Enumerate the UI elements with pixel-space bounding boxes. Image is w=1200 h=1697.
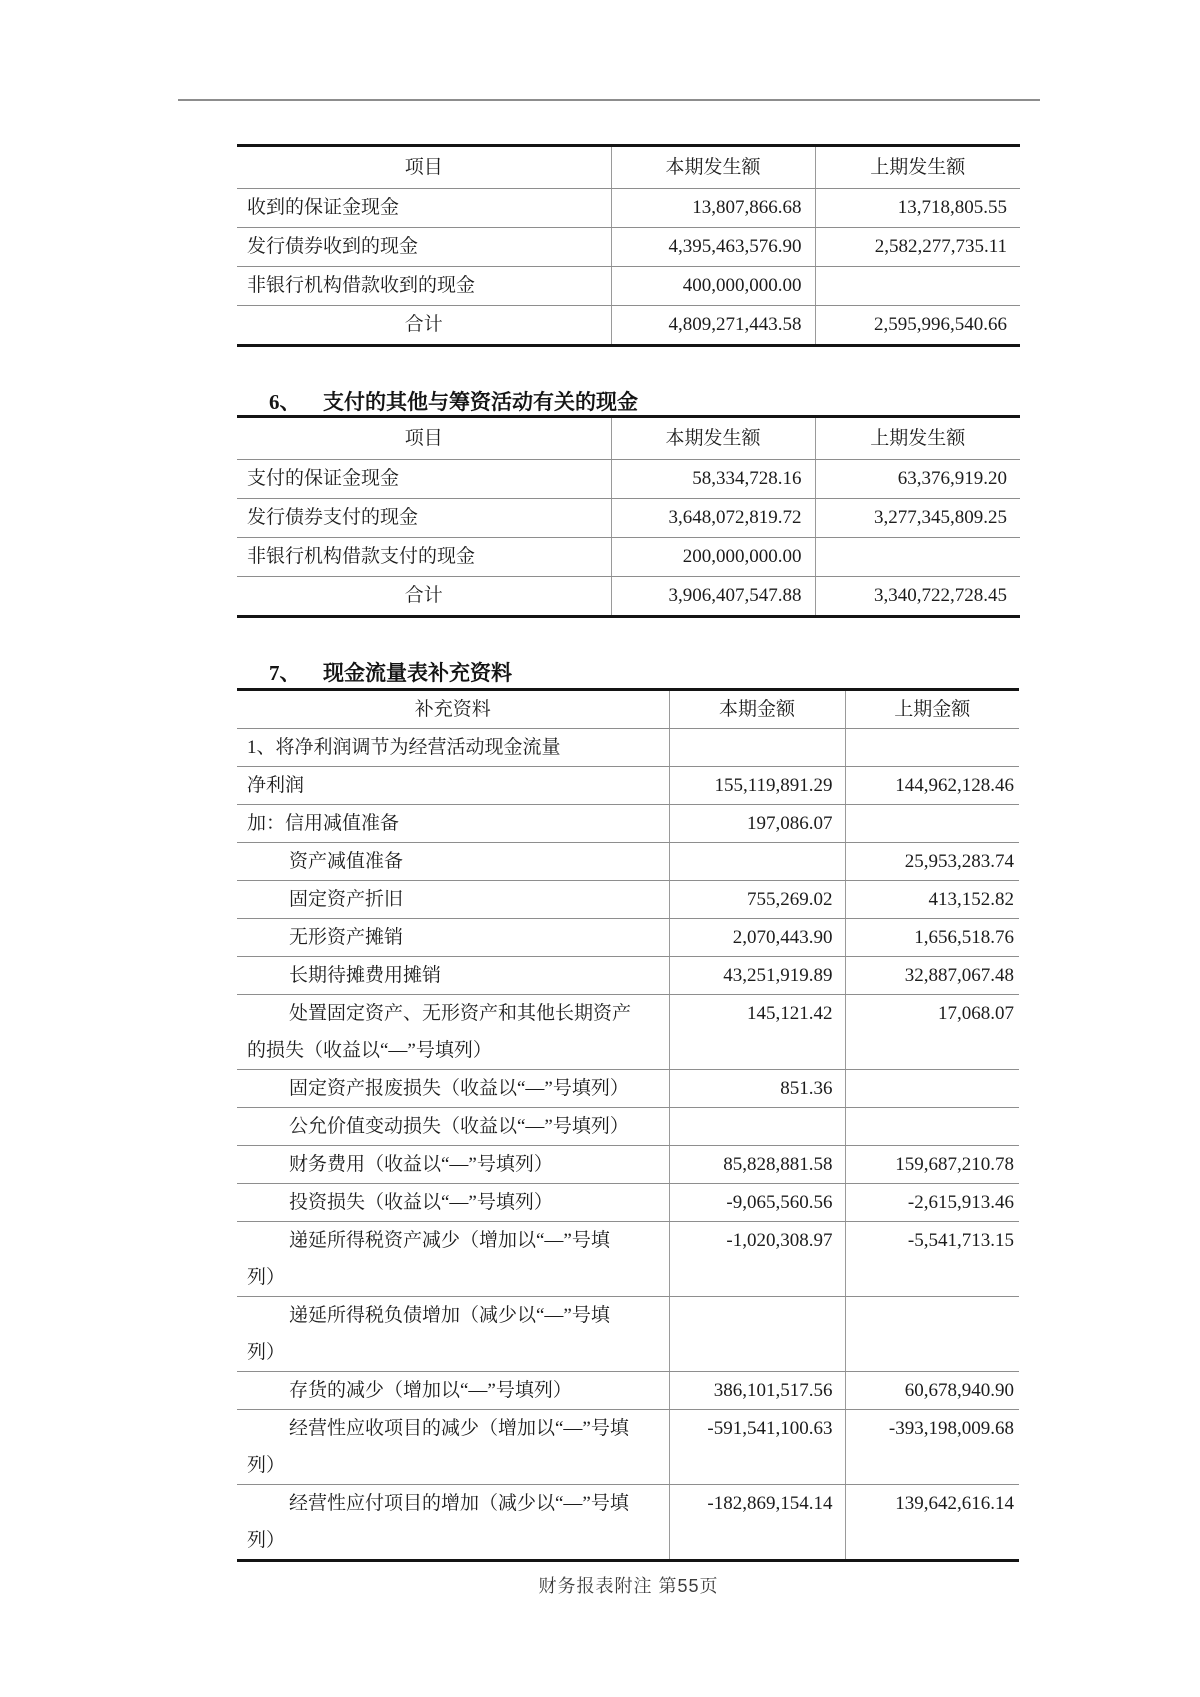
table-row bbox=[237, 538, 1020, 577]
item-label-cell bbox=[237, 1070, 669, 1108]
item-label: 非银行机构借款支付的现金 bbox=[247, 546, 476, 567]
current-period-value: 386,101,517.56 bbox=[669, 1372, 845, 1410]
prior-period-value: -393,198,009.68 bbox=[845, 1410, 1019, 1485]
current-period-value: 197,086.07 bbox=[669, 805, 845, 843]
header-row bbox=[237, 690, 1019, 729]
item-label-cell bbox=[237, 1410, 669, 1485]
item-label: 长期待摊费用摊销 bbox=[289, 965, 442, 986]
current-period-value: 2,070,443.90 bbox=[669, 919, 845, 957]
header-row bbox=[237, 417, 1020, 460]
item-label: 递延所得税资产减少（增加以“—”号填 bbox=[289, 1230, 610, 1251]
item-label: 收到的保证金现金 bbox=[247, 197, 400, 218]
item-label: 1、将净利润调节为经营活动现金流量 bbox=[247, 737, 561, 758]
current-period-value: 3,648,072,819.72 bbox=[611, 499, 815, 538]
prior-period-value: 25,953,283.74 bbox=[845, 843, 1019, 881]
prior-period-value: 3,340,722,728.45 bbox=[815, 577, 1020, 617]
item-label-wrap: 列） bbox=[247, 1267, 286, 1288]
page-footer: 财务报表附注 第55页 bbox=[538, 1576, 719, 1596]
prior-period-value: 159,687,210.78 bbox=[845, 1146, 1019, 1184]
item-label-cell bbox=[237, 267, 611, 306]
current-period-value: 200,000,000.00 bbox=[611, 538, 815, 577]
prior-period-value bbox=[845, 805, 1019, 843]
item-label-cell bbox=[237, 1297, 669, 1372]
current-period-value: -1,020,308.97 bbox=[669, 1222, 845, 1297]
item-label: 投资损失（收益以“—”号填列） bbox=[289, 1192, 553, 1213]
item-label: 经营性应收项目的减少（增加以“—”号填 bbox=[289, 1418, 629, 1439]
item-label-wrap: 的损失（收益以“—”号填列） bbox=[247, 1040, 492, 1061]
current-period-value: 851.36 bbox=[669, 1070, 845, 1108]
table-row bbox=[237, 957, 1019, 995]
item-label: 经营性应付项目的增加（减少以“—”号填 bbox=[289, 1493, 629, 1514]
prior-period-value: 17,068.07 bbox=[845, 995, 1019, 1070]
table-row bbox=[237, 306, 1020, 346]
item-label-cell bbox=[237, 577, 611, 617]
item-label: 净利润 bbox=[247, 775, 305, 796]
column-header-prior-amount: 上期金额 bbox=[845, 690, 1019, 729]
item-label-cell bbox=[237, 767, 669, 805]
table-row bbox=[237, 577, 1020, 617]
column-header-item: 项目 bbox=[237, 146, 611, 189]
column-header-supplement: 补充资料 bbox=[237, 690, 669, 729]
table-row bbox=[237, 1372, 1019, 1410]
item-label-cell bbox=[237, 919, 669, 957]
item-label: 递延所得税负债增加（减少以“—”号填 bbox=[289, 1305, 610, 1326]
item-label-cell bbox=[237, 1184, 669, 1222]
cash-flow-supplement-table bbox=[237, 688, 1019, 1562]
item-label: 非银行机构借款收到的现金 bbox=[247, 275, 476, 296]
prior-period-value bbox=[845, 1108, 1019, 1146]
prior-period-value: 32,887,067.48 bbox=[845, 957, 1019, 995]
table-row bbox=[237, 1070, 1019, 1108]
table-row bbox=[237, 767, 1019, 805]
prior-period-value bbox=[845, 729, 1019, 767]
current-period-value: 4,395,463,576.90 bbox=[611, 228, 815, 267]
current-period-value bbox=[669, 729, 845, 767]
item-label: 固定资产报废损失（收益以“—”号填列） bbox=[289, 1078, 629, 1099]
column-header-prior-period: 上期发生额 bbox=[815, 146, 1020, 189]
prior-period-value: 139,642,616.14 bbox=[845, 1485, 1019, 1561]
table-row bbox=[237, 729, 1019, 767]
current-period-value bbox=[669, 1108, 845, 1146]
column-header-prior-period: 上期发生额 bbox=[815, 417, 1020, 460]
prior-period-value bbox=[845, 1297, 1019, 1372]
current-period-value: 400,000,000.00 bbox=[611, 267, 815, 306]
table-row bbox=[237, 228, 1020, 267]
item-label-cell bbox=[237, 995, 669, 1070]
column-header-current-period: 本期发生额 bbox=[611, 146, 815, 189]
table-row bbox=[237, 499, 1020, 538]
item-label: 支付的保证金现金 bbox=[247, 468, 400, 489]
table-row bbox=[237, 805, 1019, 843]
table-row bbox=[237, 1146, 1019, 1184]
item-label: 合计 bbox=[404, 585, 443, 606]
table-row bbox=[237, 1485, 1019, 1561]
item-label-wrap: 列） bbox=[247, 1530, 286, 1551]
section-number: 6、 bbox=[269, 390, 301, 414]
item-label: 发行债券支付的现金 bbox=[247, 507, 419, 528]
table-row bbox=[237, 267, 1020, 306]
prior-period-value: 2,582,277,735.11 bbox=[815, 228, 1020, 267]
item-label-wrap: 列） bbox=[247, 1455, 286, 1476]
item-label-cell bbox=[237, 460, 611, 499]
item-label-cell bbox=[237, 1146, 669, 1184]
current-period-value: 145,121.42 bbox=[669, 995, 845, 1070]
column-header-item: 项目 bbox=[237, 417, 611, 460]
table-row bbox=[237, 919, 1019, 957]
prior-period-value: -2,615,913.46 bbox=[845, 1184, 1019, 1222]
table-row bbox=[237, 1222, 1019, 1297]
item-label: 存货的减少（增加以“—”号填列） bbox=[289, 1380, 572, 1401]
current-period-value bbox=[669, 843, 845, 881]
current-period-value: -591,541,100.63 bbox=[669, 1410, 845, 1485]
item-label-cell bbox=[237, 843, 669, 881]
item-label-cell bbox=[237, 1222, 669, 1297]
item-label-cell bbox=[237, 228, 611, 267]
table-row bbox=[237, 1297, 1019, 1372]
item-label-cell bbox=[237, 499, 611, 538]
prior-period-value: 63,376,919.20 bbox=[815, 460, 1020, 499]
item-label-wrap: 列） bbox=[247, 1342, 286, 1363]
section-title: 支付的其他与筹资活动有关的现金 bbox=[323, 390, 638, 414]
item-label: 处置固定资产、无形资产和其他长期资产 bbox=[289, 1003, 632, 1024]
other-financing-cash-received-table bbox=[237, 144, 1020, 347]
current-period-value: -9,065,560.56 bbox=[669, 1184, 845, 1222]
prior-period-value: 2,595,996,540.66 bbox=[815, 306, 1020, 346]
table-row bbox=[237, 1410, 1019, 1485]
prior-period-value: 1,656,518.76 bbox=[845, 919, 1019, 957]
item-label: 加：信用减值准备 bbox=[247, 813, 400, 834]
item-label-cell bbox=[237, 1485, 669, 1561]
current-period-value: 13,807,866.68 bbox=[611, 189, 815, 228]
current-period-value: 755,269.02 bbox=[669, 881, 845, 919]
table-row bbox=[237, 995, 1019, 1070]
section-number: 7、 bbox=[269, 661, 301, 685]
item-label-cell bbox=[237, 957, 669, 995]
table-row bbox=[237, 1184, 1019, 1222]
header-rule bbox=[178, 99, 1040, 101]
prior-period-value bbox=[845, 1070, 1019, 1108]
table-row bbox=[237, 1108, 1019, 1146]
table-row bbox=[237, 189, 1020, 228]
prior-period-value: -5,541,713.15 bbox=[845, 1222, 1019, 1297]
item-label-cell bbox=[237, 538, 611, 577]
item-label: 无形资产摊销 bbox=[289, 927, 404, 948]
table-row bbox=[237, 843, 1019, 881]
prior-period-value: 13,718,805.55 bbox=[815, 189, 1020, 228]
current-period-value: 85,828,881.58 bbox=[669, 1146, 845, 1184]
current-period-value: 3,906,407,547.88 bbox=[611, 577, 815, 617]
prior-period-value: 3,277,345,809.25 bbox=[815, 499, 1020, 538]
item-label: 发行债券收到的现金 bbox=[247, 236, 419, 257]
header-row bbox=[237, 146, 1020, 189]
item-label-cell bbox=[237, 1108, 669, 1146]
current-period-value: 58,334,728.16 bbox=[611, 460, 815, 499]
item-label-cell bbox=[237, 729, 669, 767]
current-period-value bbox=[669, 1297, 845, 1372]
prior-period-value: 144,962,128.46 bbox=[845, 767, 1019, 805]
item-label-cell bbox=[237, 306, 611, 346]
current-period-value: 155,119,891.29 bbox=[669, 767, 845, 805]
current-period-value: 43,251,919.89 bbox=[669, 957, 845, 995]
other-financing-cash-paid-table bbox=[237, 415, 1020, 618]
item-label: 资产减值准备 bbox=[289, 851, 404, 872]
prior-period-value: 60,678,940.90 bbox=[845, 1372, 1019, 1410]
item-label-cell bbox=[237, 881, 669, 919]
item-label-cell bbox=[237, 1372, 669, 1410]
item-label: 公允价值变动损失（收益以“—”号填列） bbox=[289, 1116, 629, 1137]
current-period-value: -182,869,154.14 bbox=[669, 1485, 845, 1561]
prior-period-value: 413,152.82 bbox=[845, 881, 1019, 919]
section-title: 现金流量表补充资料 bbox=[323, 661, 512, 685]
prior-period-value bbox=[815, 267, 1020, 306]
section-7-heading bbox=[237, 659, 512, 687]
item-label-cell bbox=[237, 805, 669, 843]
section-6-heading bbox=[237, 388, 638, 416]
item-label: 合计 bbox=[404, 314, 443, 335]
column-header-current-amount: 本期金额 bbox=[669, 690, 845, 729]
table-row bbox=[237, 881, 1019, 919]
item-label: 固定资产折旧 bbox=[289, 889, 404, 910]
current-period-value: 4,809,271,443.58 bbox=[611, 306, 815, 346]
table-row bbox=[237, 460, 1020, 499]
item-label-cell bbox=[237, 189, 611, 228]
column-header-current-period: 本期发生额 bbox=[611, 417, 815, 460]
prior-period-value bbox=[815, 538, 1020, 577]
item-label: 财务费用（收益以“—”号填列） bbox=[289, 1154, 553, 1175]
